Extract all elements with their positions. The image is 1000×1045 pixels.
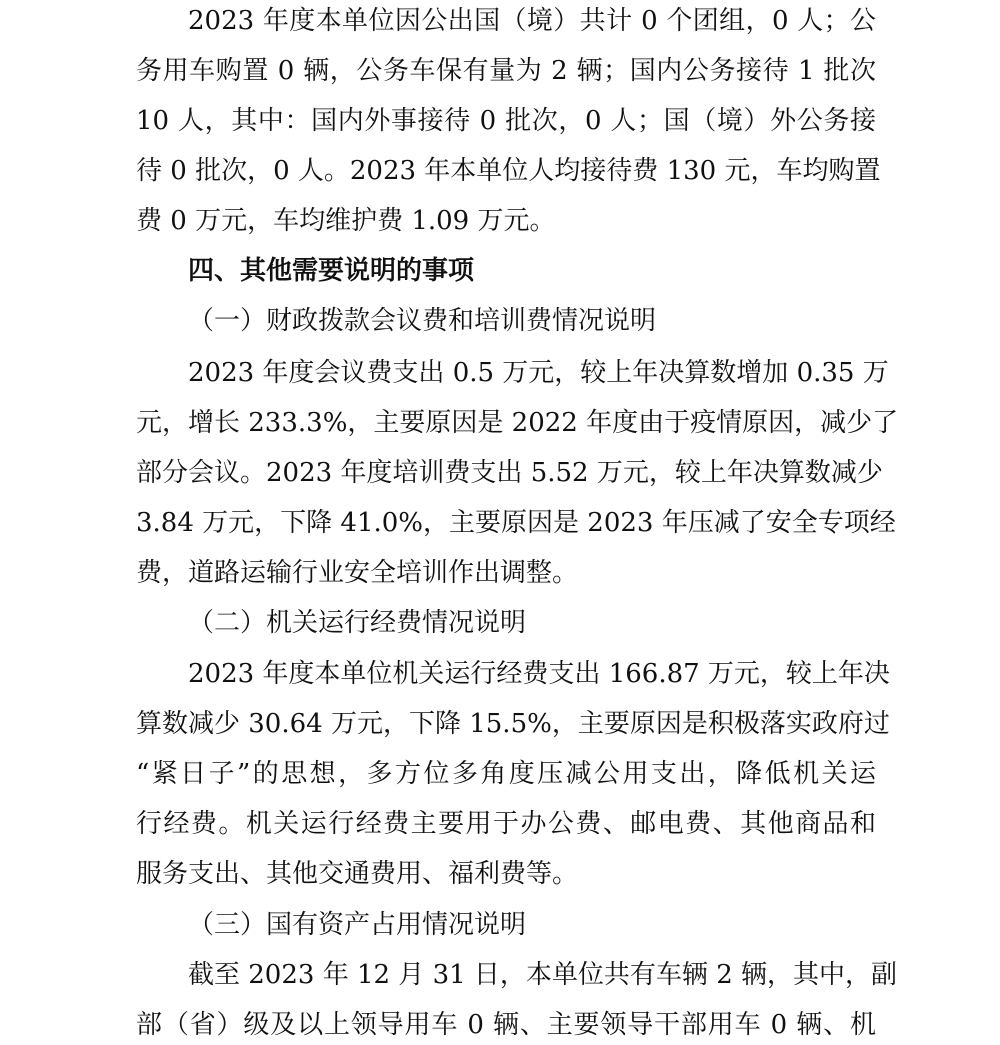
paragraph-line: 元，增长 233.3%，主要原因是 2022 年度由于疫情原因，减少了 (136, 408, 899, 438)
paragraph-line: 务用车购置 0 辆，公务车保有量为 2 辆；国内公务接待 1 批次 (136, 56, 876, 86)
subsection-heading: （三）国有资产占用情况说明 (188, 910, 527, 940)
paragraph-line: 3.84 万元，下降 41.0%，主要原因是 2023 年压减了安全专项经 (136, 508, 896, 538)
paragraph-line: 部分会议。2023 年度培训费支出 5.52 万元，较上年决算数减少 (136, 458, 883, 488)
paragraph-line: 2023 年度本单位机关运行经费支出 166.87 万元，较上年决 (188, 659, 890, 689)
subsection-heading: （一）财政拨款会议费和培训费情况说明 (188, 306, 657, 336)
subsection-heading: （二）机关运行经费情况说明 (188, 608, 527, 638)
paragraph-line: 待 0 批次，0 人。2023 年本单位人均接待费 130 元，车均购置 (136, 156, 881, 186)
paragraph-line: “紧日子”的思想，多方位多角度压减公用支出，降低机关运 (136, 759, 876, 789)
paragraph-line: 服务支出、其他交通费用、福利费等。 (136, 859, 579, 889)
paragraph-line: 10 人，其中：国内外事接待 0 批次，0 人；国（境）外公务接 (136, 106, 876, 136)
paragraph-line: 2023 年度会议费支出 0.5 万元，较上年决算数增加 0.35 万 (188, 358, 889, 388)
paragraph-line: 部（省）级及以上领导用车 0 辆、主要领导干部用车 0 辆、机 (136, 1010, 876, 1040)
paragraph-line: 行经费。机关运行经费主要用于办公费、邮电费、其他商品和 (136, 809, 876, 839)
paragraph-line: 算数减少 30.64 万元，下降 15.5%，主要原因是积极落实政府过 (136, 709, 890, 739)
paragraph-line: 截至 2023 年 12 月 31 日，本单位共有车辆 2 辆，其中，副 (188, 960, 897, 990)
section-heading: 四、其他需要说明的事项 (188, 256, 475, 286)
paragraph-line: 费 0 万元，车均维护费 1.09 万元。 (136, 206, 556, 236)
paragraph-line: 2023 年度本单位因公出国（境）共计 0 个团组，0 人；公 (188, 6, 876, 36)
paragraph-line: 费，道路运输行业安全培训作出调整。 (136, 558, 579, 588)
